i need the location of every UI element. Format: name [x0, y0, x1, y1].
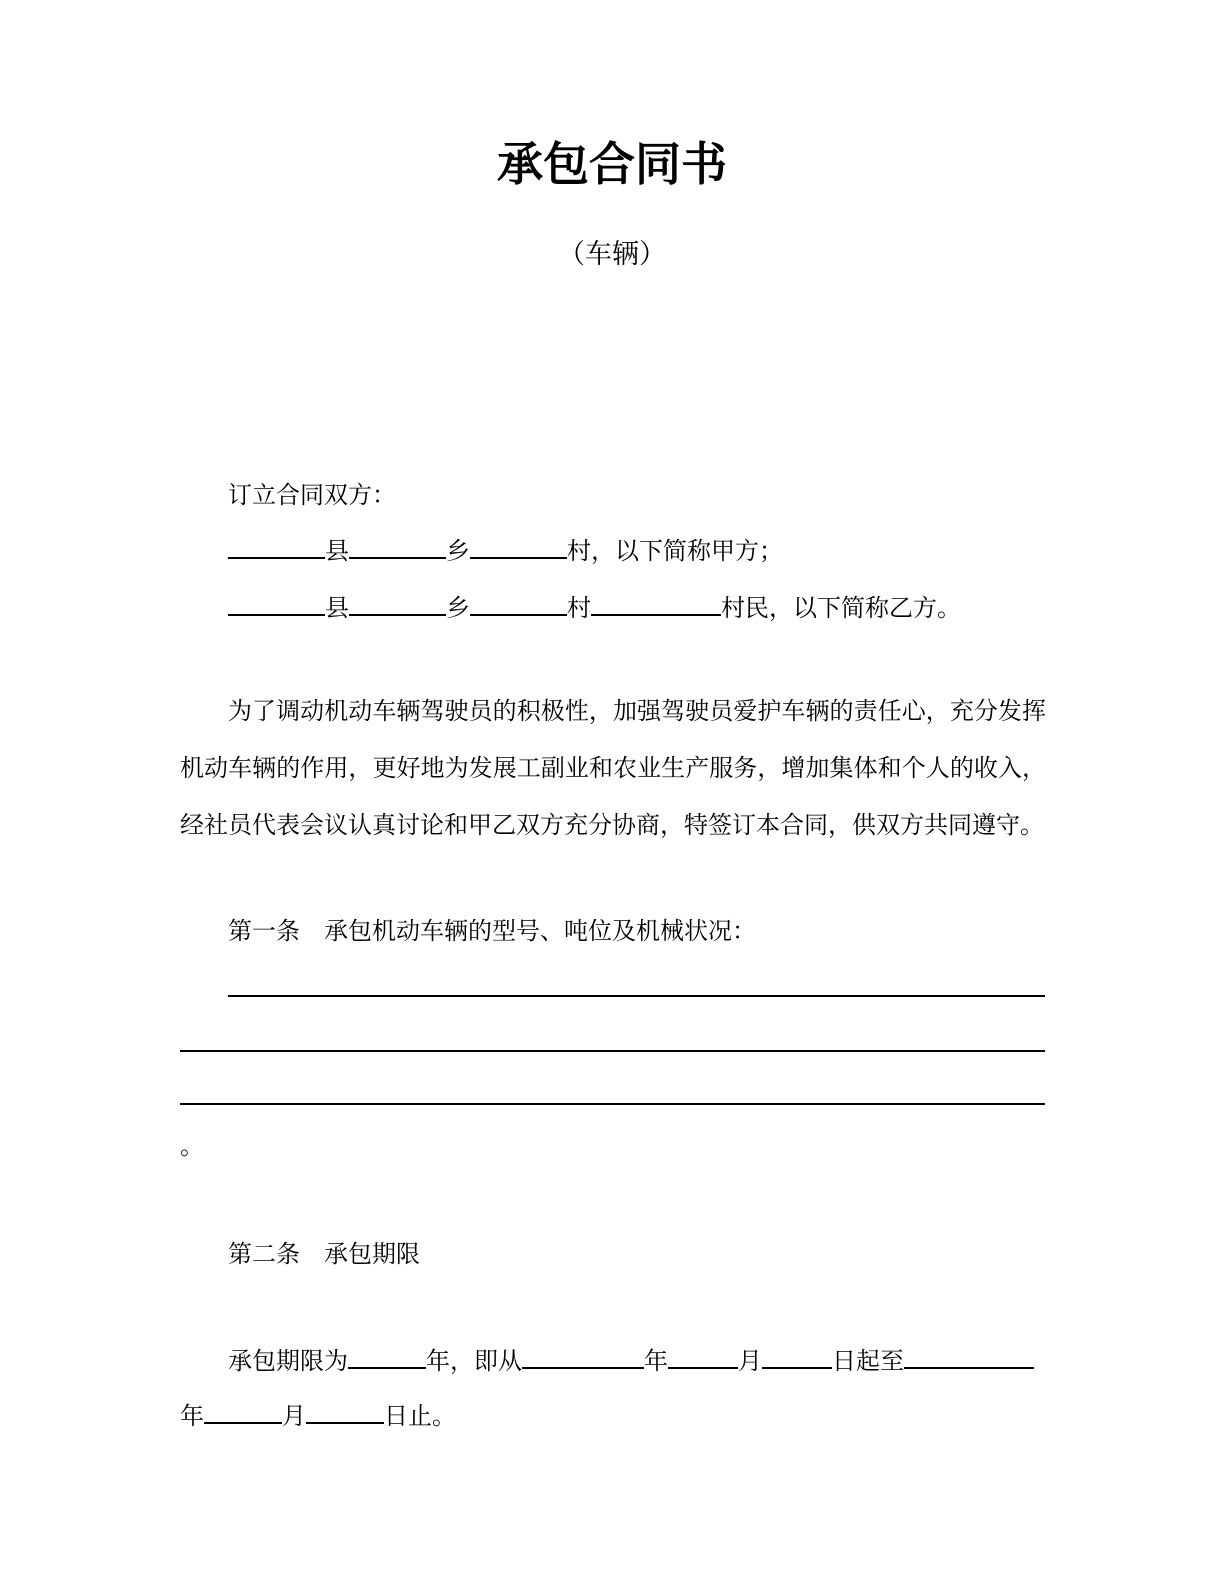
term-after-duration: 年，即从: [426, 1349, 522, 1375]
party-b-county-label: 县: [325, 596, 349, 622]
preamble-paragraph: 为了调动机动车辆驾驶员的积极性，加强驾驶员爱护车辆的责任心，充分发挥机动车辆的作用，更好地为发展工副业和农业生产服务，增加集体和个人的收入，经社员代表会议认真讨论和甲乙双方充分协商，特签订本合同，供双方共同遵守。: [180, 699, 1046, 839]
term-lead: 承包期限为: [228, 1349, 348, 1375]
party-b-county-blank: [228, 594, 325, 616]
term-end-day-label: 日止。: [384, 1404, 456, 1430]
party-b-villager-name-blank: [591, 594, 721, 616]
term-start-month-label: 月: [738, 1349, 762, 1375]
term-end-year-label: 年: [180, 1404, 204, 1430]
parties-intro: 订立合同双方：: [228, 483, 396, 509]
party-a-suffix: ，以下简称甲方；: [591, 539, 783, 565]
term-start-year-label: 年: [644, 1349, 668, 1375]
party-b-line: [228, 594, 961, 624]
party-b-township-label: 乡: [446, 596, 470, 622]
term-end-day-blank: [306, 1402, 384, 1424]
term-start-month-blank: [668, 1347, 738, 1369]
document-title: 承包合同书: [497, 137, 727, 191]
party-a-village-label: 村: [567, 539, 591, 565]
term-line-2: [180, 1402, 456, 1432]
party-b-village-label: 村: [567, 596, 591, 622]
party-a-county-label: 县: [325, 539, 349, 565]
term-start-day-label: 日起至: [832, 1349, 904, 1375]
document-subtitle: （车辆）: [558, 239, 666, 269]
term-start-day-blank: [762, 1347, 832, 1369]
term-end-month-blank: [204, 1402, 282, 1424]
article-1-fill-rule-2: [180, 1050, 1045, 1052]
party-a-village-blank: [470, 537, 567, 559]
party-b-township-blank: [349, 594, 446, 616]
article-1-fill-rule-1: [228, 995, 1045, 997]
article-1-heading: 第一条 承包机动车辆的型号、吨位及机械状况：: [228, 919, 756, 945]
article-1-trailing-period: 。: [180, 1134, 204, 1160]
party-a-township-blank: [349, 537, 446, 559]
term-duration-years-blank: [348, 1347, 426, 1369]
article-2-heading: 第二条 承包期限: [228, 1242, 420, 1268]
party-b-village-blank: [470, 594, 567, 616]
party-a-line: [228, 537, 783, 567]
party-a-county-blank: [228, 537, 325, 559]
term-line-1: [180, 1347, 1034, 1377]
party-b-villager-label: 村民: [721, 596, 769, 622]
article-1-fill-rule-3: [180, 1103, 1045, 1105]
party-a-township-label: 乡: [446, 539, 470, 565]
term-end-year-blank: [904, 1347, 1034, 1369]
term-start-year-blank: [522, 1347, 644, 1369]
term-end-month-label: 月: [282, 1404, 306, 1430]
party-b-suffix: ，以下简称乙方。: [769, 596, 961, 622]
